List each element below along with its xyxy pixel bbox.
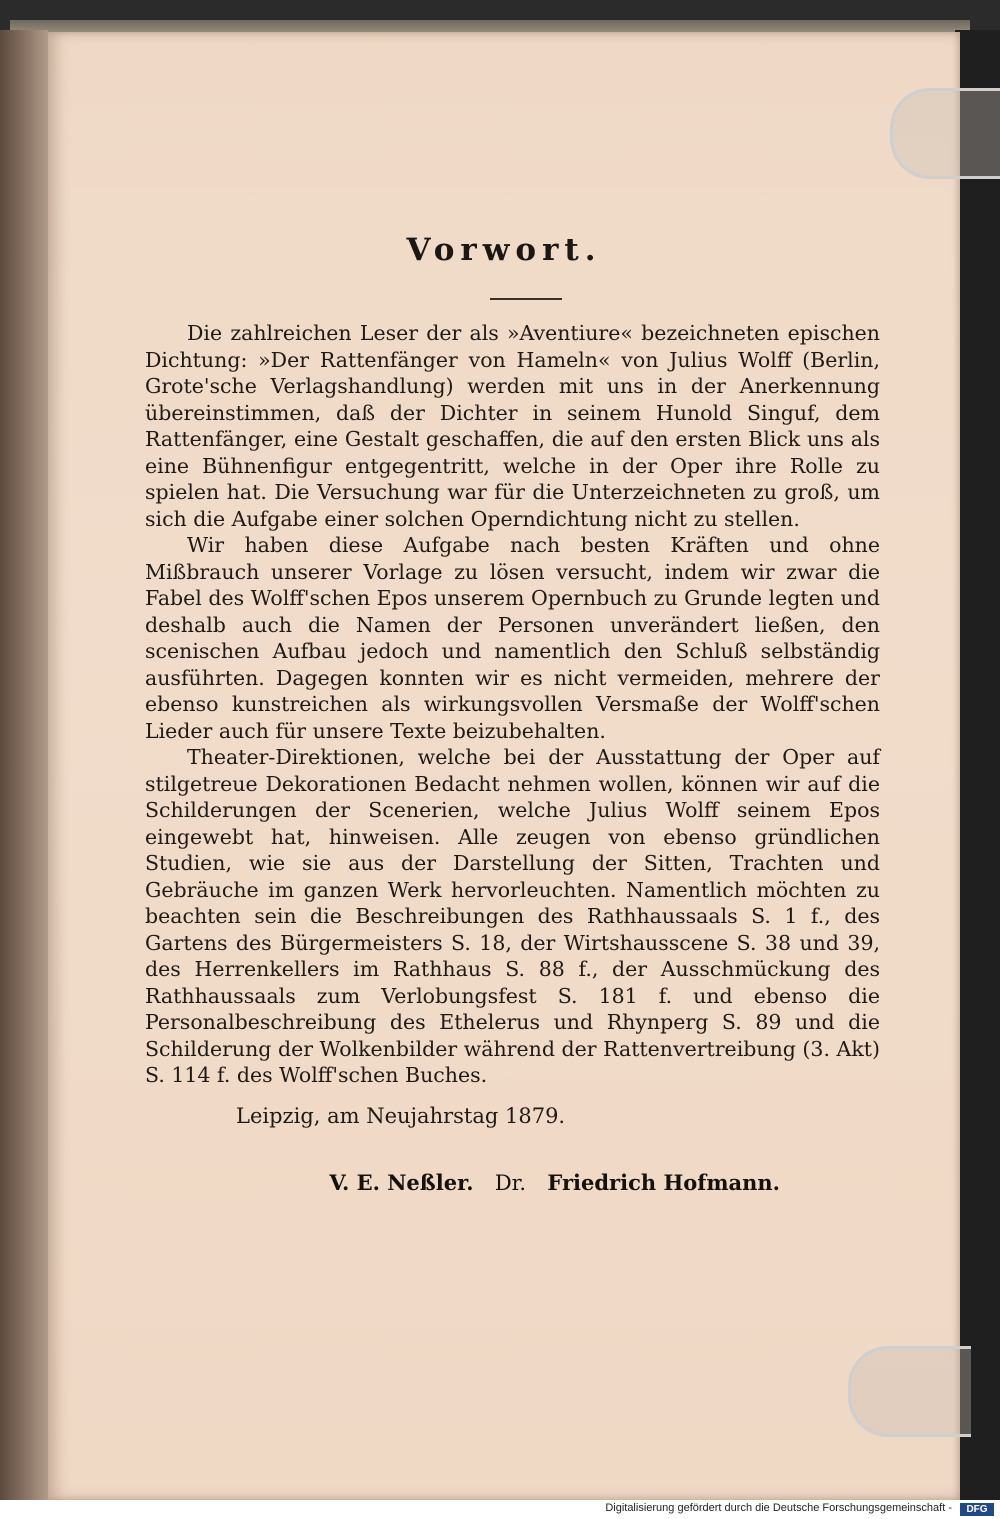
footer-credit: Digitalisierung gefördert durch die Deutsche Forschungsgemeinschaft - (605, 1502, 952, 1514)
place-date: Leipzig, am Neujahrstag 1879. (236, 1104, 566, 1128)
page-clip-bottom (848, 1346, 971, 1437)
page-clip-top (890, 88, 1000, 179)
dfg-logo-icon: DFG (960, 1503, 994, 1516)
signature-nessler: V. E. Neßler. (329, 1170, 474, 1195)
signature-title: Dr. (494, 1171, 527, 1195)
document-page (48, 32, 960, 1500)
paragraph-3: Theater-Direktionen, welche bei der Ausstattung der Oper auf stilgetreue Dekorationen Bedacht nehmen wollen, können wir auf die Schilderungen der Scenerien, welche Julius Wolff seinem Epos eingewebt hat, hinweisen. Alle zeugen von ebenso gründlichen Studien, wie sie aus der Darstellung der Sitten, Trachten und Gebräuche im ganzen Werk hervorleuchten. Namentlich möchten zu beachten sein die Beschreibungen des Rathhaussaals S. 1 f., des Gartens des Bürgermeisters S. 18, der Wirtshausscene S. 38 und 39, des Herrenkellers im Rathhaus S. 88 f., der Ausschmückung des Rathhaussaals zum Verlobungsfest S. 181 f. und ebenso die Personalbeschreibung des Ethelerus und Rhynperg S. 89 und die Schilderung der Wolkenbilder während der Rattenvertreibung (3. Akt) S. 114 f. des Wolff'schen Buches. (145, 745, 880, 1087)
title-divider (490, 298, 562, 300)
paragraph-1: Die zahlreichen Leser der als »Aventiure« bezeichneten epischen Dichtung: »Der Rattenfänger von Hameln« von Julius Wolff (Berlin, Grote'sche Verlagshandlung) werden mit uns in der Anerkennung übereinstimmen, daß der Dichter in seinem Hunold Singuf, dem Rattenfänger, eine Gestalt geschaffen, die auf den ersten Blick uns als eine Bühnenfigur entgegentritt, welche in der Oper ihre Rolle zu spielen hat. Die Versuchung war für die Unterzeichneten zu groß, um sich die Aufgabe einer solchen Operndichtung nicht zu stellen. (145, 321, 880, 531)
signature-hofmann: Friedrich Hofmann. (547, 1170, 780, 1195)
signatures (329, 1170, 780, 1195)
book-cover-board (955, 30, 1000, 1500)
preface-body (145, 320, 880, 1089)
book-spine (0, 30, 48, 1500)
paragraph-2: Wir haben diese Aufgabe nach besten Kräften und ohne Mißbrauch unserer Vorlage zu lösen versucht, indem wir zwar die Fabel des Wolff'schen Epos unserem Opernbuch zu Grunde legten und deshalb auch die Namen der Personen unverändert ließen, den scenischen Aufbau jedoch und namentlich den Schluß selbständig ausführten. Dagegen konnten wir es nicht vermeiden, mehrere der ebenso kunstreichen als wirkungsvollen Versmaße der Wolff'schen Lieder auch für unsere Texte beizubehalten. (145, 533, 880, 743)
page-title: Vorwort. (406, 232, 602, 268)
